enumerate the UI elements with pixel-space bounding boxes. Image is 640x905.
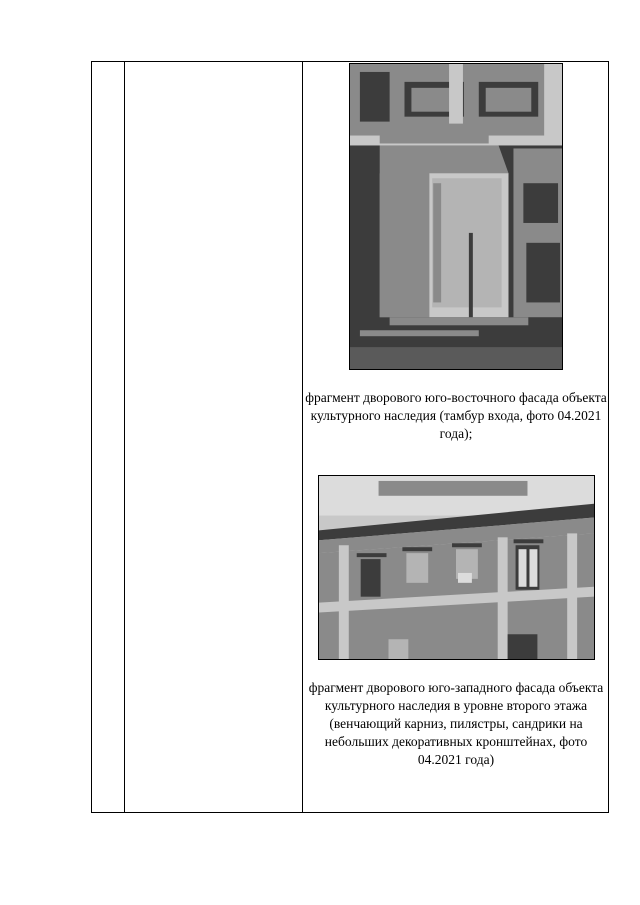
photo-caption-southwest: фрагмент дворового юго-западного фасада объекта культурного наследия в уровне второго этажа (венчающий карниз, пилястры, сандрики на небольших декоративных кронштейнах, фото 04.2021 года)	[308, 680, 604, 767]
table-column-divider-2	[302, 62, 303, 812]
document-table	[91, 61, 609, 813]
facade-photo-southwest-image	[319, 476, 594, 659]
facade-photo-southwest	[318, 475, 595, 660]
table-column-divider-1	[124, 62, 125, 812]
facade-photo-southeast-image	[350, 64, 562, 369]
facade-photo-southeast	[349, 63, 563, 370]
photo-caption-southeast: фрагмент дворового юго-восточного фасада объекта культурного наследия (тамбур входа, фото 04.2021 года);	[305, 390, 607, 441]
